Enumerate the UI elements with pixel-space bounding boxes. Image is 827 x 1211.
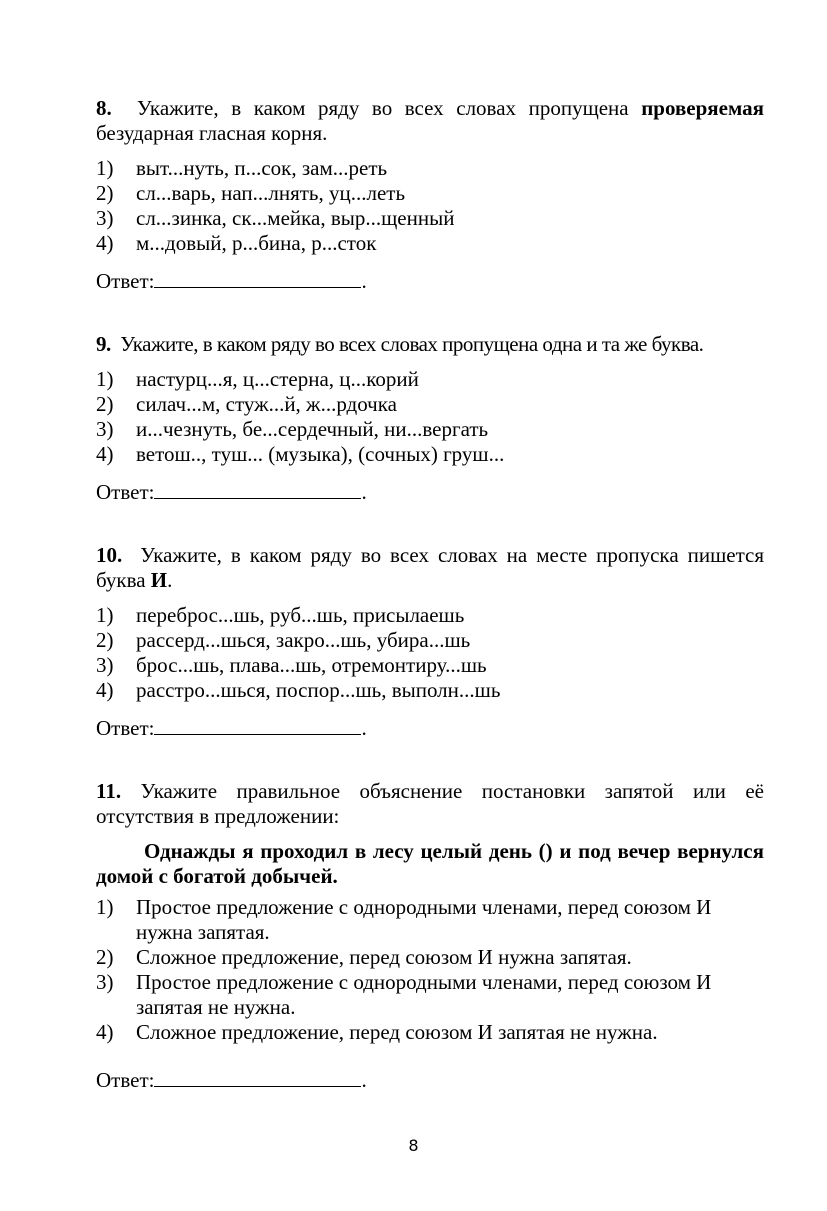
option-text: сл...варь, нап...лнять, уц...леть: [136, 181, 406, 205]
option-text: Простое предложение с однородными членами, перед союзом И нужна запятая.: [136, 895, 712, 944]
option: [96, 1020, 764, 1045]
answer-period: .: [361, 716, 367, 740]
options-list: [96, 156, 764, 256]
option-text: силач...м, стуж...й, ж...рдочка: [136, 392, 397, 416]
task-question: [96, 332, 764, 357]
answer-label: Ответ:: [96, 1068, 155, 1092]
option: [96, 181, 764, 206]
answer-label: Ответ:: [96, 269, 155, 293]
option: [96, 442, 764, 467]
question-emphasis: И: [150, 568, 168, 592]
option: [96, 392, 764, 417]
option-text: м...довый, р...бина, р...сток: [136, 231, 377, 255]
answer-label: Ответ:: [96, 716, 155, 740]
page-content: [96, 96, 764, 1131]
task-8: [96, 96, 764, 294]
option: [96, 417, 764, 442]
question-text: Укажите, в каком ряду во всех словах на месте пропуска пишется буква: [96, 543, 764, 592]
option: [96, 231, 764, 256]
option-text: рассерд...шься, закро...шь, убира...шь: [136, 628, 471, 652]
option-text: настурц...я, ц...стерна, ц...корий: [136, 367, 419, 391]
option-text: переброс...шь, руб...шь, присылаешь: [136, 603, 465, 627]
task-11: [96, 779, 764, 1093]
option-number: 4): [96, 442, 114, 466]
option-text: Сложное предложение, перед союзом И нужна запятая.: [136, 945, 632, 969]
question-text: Укажите, в каком ряду во всех словах пропущена: [136, 96, 642, 120]
option-number: 3): [96, 417, 114, 441]
task-number: 9.: [96, 332, 111, 356]
option: [96, 970, 764, 1020]
question-text-end: безударная гласная корня.: [96, 121, 328, 145]
page-number: 8: [408, 1136, 419, 1155]
option-text: брос...шь, плава...шь, отремонтиру...шь: [136, 653, 487, 677]
task-number: 11.: [96, 779, 122, 803]
task-question: [96, 779, 764, 829]
option: [96, 678, 764, 703]
option-text: сл...зинка, ск...мейка, выр...щенный: [136, 206, 455, 230]
answer-row: [96, 715, 764, 741]
option: [96, 653, 764, 678]
options-list: [96, 367, 764, 467]
question-text: Укажите правильное объяснение постановки запятой или её отсутствия в предложении:: [96, 779, 765, 828]
answer-row: [96, 479, 764, 505]
task-number: 10.: [96, 543, 123, 567]
option: [96, 206, 764, 231]
task-question: [96, 543, 764, 593]
answer-blank[interactable]: [154, 479, 361, 499]
answer-blank[interactable]: [154, 715, 361, 735]
answer-blank[interactable]: [154, 1067, 361, 1087]
option-number: 2): [96, 181, 114, 205]
option-number: 1): [96, 895, 114, 919]
option-text: и...чезнуть, бе...сердечный, ни...вергать: [136, 417, 489, 441]
option-number: 2): [96, 392, 114, 416]
option-number: 2): [96, 945, 114, 969]
task-9: [96, 332, 764, 505]
task-10: [96, 543, 764, 741]
options-list: [96, 603, 764, 703]
option-number: 3): [96, 653, 114, 677]
option-number: 4): [96, 231, 114, 255]
option-text: расстро...шься, поспор...шь, выполн...шь: [136, 678, 501, 702]
option: [96, 367, 764, 392]
question-emphasis: проверяемая: [641, 96, 765, 120]
option-text: выт...нуть, п...сок, зам...реть: [136, 156, 388, 180]
option-number: 1): [96, 367, 114, 391]
answer-period: .: [361, 269, 367, 293]
option-text: ветош.., туш... (музыка), (сочных) груш...: [136, 442, 505, 466]
options-list: [96, 895, 764, 1045]
answer-period: .: [361, 1068, 367, 1092]
option-text: Простое предложение с однородными членами, перед союзом И запятая не нужна.: [136, 970, 712, 1019]
option: [96, 156, 764, 181]
answer-label: Ответ:: [96, 480, 155, 504]
option: [96, 945, 764, 970]
example-sentence: Однажды я проходил в лесу целый день () и под вечер вернулся домой с богатой добычей.: [96, 839, 764, 888]
answer-blank[interactable]: [154, 268, 361, 288]
option-number: 4): [96, 678, 114, 702]
option-number: 3): [96, 206, 114, 230]
answer-row: [96, 268, 764, 294]
question-text: Укажите, в каком ряду во всех словах пропущена одна и та же буква.: [120, 332, 704, 356]
answer-row: [96, 1067, 764, 1093]
option: [96, 628, 764, 653]
task-question: [96, 96, 764, 146]
question-text-end: .: [167, 568, 173, 592]
answer-period: .: [361, 480, 367, 504]
option: [96, 895, 764, 945]
option-number: 1): [96, 156, 114, 180]
option-number: 3): [96, 970, 114, 994]
option-number: 1): [96, 603, 114, 627]
option-number: 4): [96, 1020, 114, 1044]
option: [96, 603, 764, 628]
task-number: 8.: [96, 96, 112, 120]
option-number: 2): [96, 628, 114, 652]
option-text: Сложное предложение, перед союзом И запятая не нужна.: [136, 1020, 658, 1044]
